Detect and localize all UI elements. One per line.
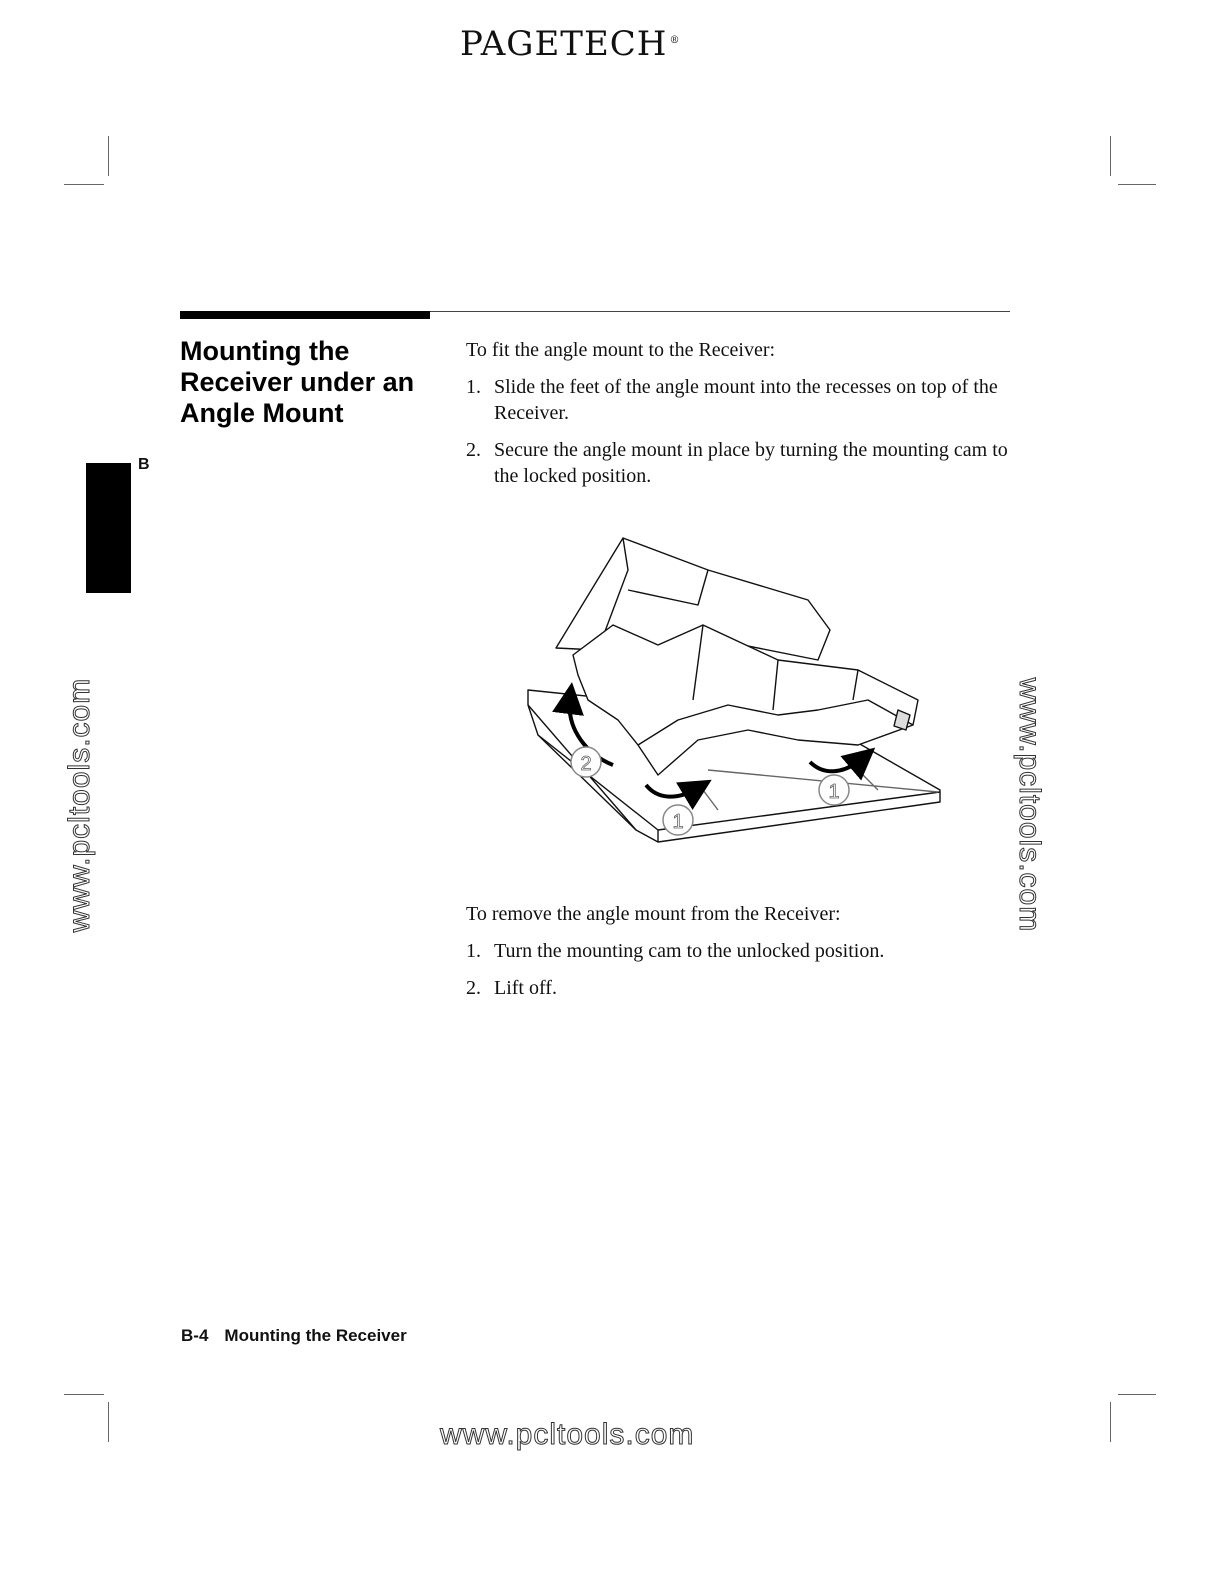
crop-mark [108, 1402, 109, 1442]
watermark-right: www.pcltools.com [1013, 677, 1046, 933]
callout-1 [819, 775, 849, 805]
fit-step [466, 374, 1026, 426]
page-number: B-4 [181, 1326, 209, 1345]
step-text: Lift off. [494, 977, 557, 999]
crop-mark [1110, 136, 1111, 176]
logo-text: PAGETECH [460, 24, 668, 64]
crop-mark [64, 1394, 104, 1395]
chapter-tab-letter: B [138, 456, 150, 473]
section-rule-thick [180, 311, 430, 319]
watermark-bottom: www.pcltools.com [440, 1418, 695, 1451]
fit-intro: To fit the angle mount to the Receiver: [466, 339, 776, 361]
step-text: Slide the feet of the angle mount into the recesses on top of the Receiver. [494, 376, 998, 424]
chapter-tab-bar [86, 463, 131, 593]
step-number: 2. [466, 439, 481, 461]
remove-step [466, 938, 1026, 964]
step-text: Turn the mounting cam to the unlocked position. [494, 940, 885, 962]
crop-mark [1110, 1402, 1111, 1442]
step-number: 1. [466, 376, 481, 398]
remove-steps-list [466, 938, 1026, 1012]
section-heading: Mounting the Receiver under an Angle Mount [180, 336, 415, 428]
callout-2 [571, 747, 601, 777]
step-number: 2. [466, 977, 481, 999]
registered-mark: ® [669, 34, 681, 46]
fit-steps-list [466, 374, 1026, 500]
crop-mark [64, 184, 104, 185]
crop-mark [1118, 1394, 1156, 1395]
pagetech-logo [460, 24, 681, 72]
callout-label: 2 [580, 753, 592, 775]
callout-label: 1 [672, 811, 684, 833]
angle-mount-illustration [518, 530, 948, 860]
page-footer [181, 1326, 407, 1346]
fit-step [466, 437, 1026, 489]
section-rule-thin [430, 311, 1010, 312]
remove-intro: To remove the angle mount from the Receiver: [466, 903, 841, 925]
crop-mark [108, 136, 109, 176]
watermark-left: www.pcltools.com [63, 677, 96, 933]
step-text: Secure the angle mount in place by turning the mounting cam to the locked position. [494, 439, 1008, 487]
callout-1 [663, 805, 693, 835]
callout-label: 1 [828, 781, 840, 803]
footer-section-title: Mounting the Receiver [224, 1326, 407, 1345]
step-number: 1. [466, 940, 481, 962]
remove-step [466, 975, 1026, 1001]
crop-mark [1118, 184, 1156, 185]
